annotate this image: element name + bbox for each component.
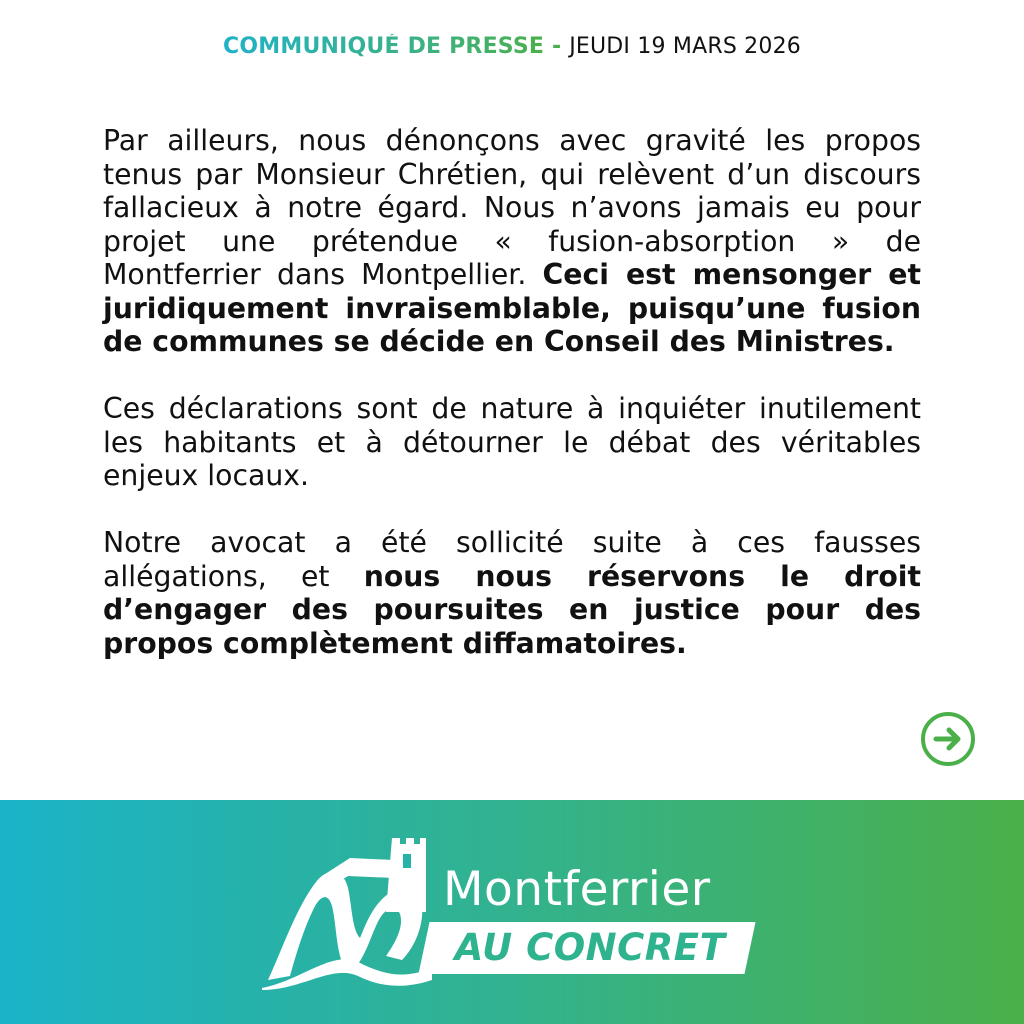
paragraph-3 <box>103 526 921 660</box>
arrow-right-circle-icon <box>925 716 971 762</box>
paragraph-3-text: Notre avocat a été sollicité suite à ces fausses allégations, et <box>103 526 921 593</box>
paragraph-2: Ces déclarations sont de nature à inquiéter inutilement les habitants et à détourner le débat des véritables enjeux locaux. <box>103 392 921 492</box>
brand-name: Montferrier <box>443 862 711 917</box>
paragraph-1-text: Par ailleurs, nous dénonçons avec gravité les propos tenus par Monsieur Chrétien, qui relèvent d’un discours fallacieux à notre égard. Nous n’avons jamais eu pour projet une prétendue « fusion-absorption » de Montferrier dans Montpellier. <box>103 124 921 291</box>
paragraph-1-bold-text: Ceci est mensonger et juridiquement invraisemblable, puisqu’une fusion de communes se décide en Conseil des Ministres. <box>103 258 921 358</box>
press-release-label: COMMUNIQUÉ DE PRESSE <box>223 34 545 59</box>
header-separator: - <box>544 34 570 59</box>
montferrier-m-logo <box>262 830 432 990</box>
press-release-header <box>0 34 1024 59</box>
paragraph-1 <box>103 124 921 359</box>
brand-tagline: AU CONCRET <box>454 926 726 969</box>
press-release-date: JEUDI 19 MARS 2026 <box>569 34 801 59</box>
paragraph-3-bold-text: nous nous réservons le droit d’engager des poursuites en justice pour des propos complètement diffamatoires. <box>103 559 921 660</box>
footer-banner <box>0 800 1024 1024</box>
next-page-button[interactable] <box>921 712 975 766</box>
press-release-body <box>103 124 921 694</box>
